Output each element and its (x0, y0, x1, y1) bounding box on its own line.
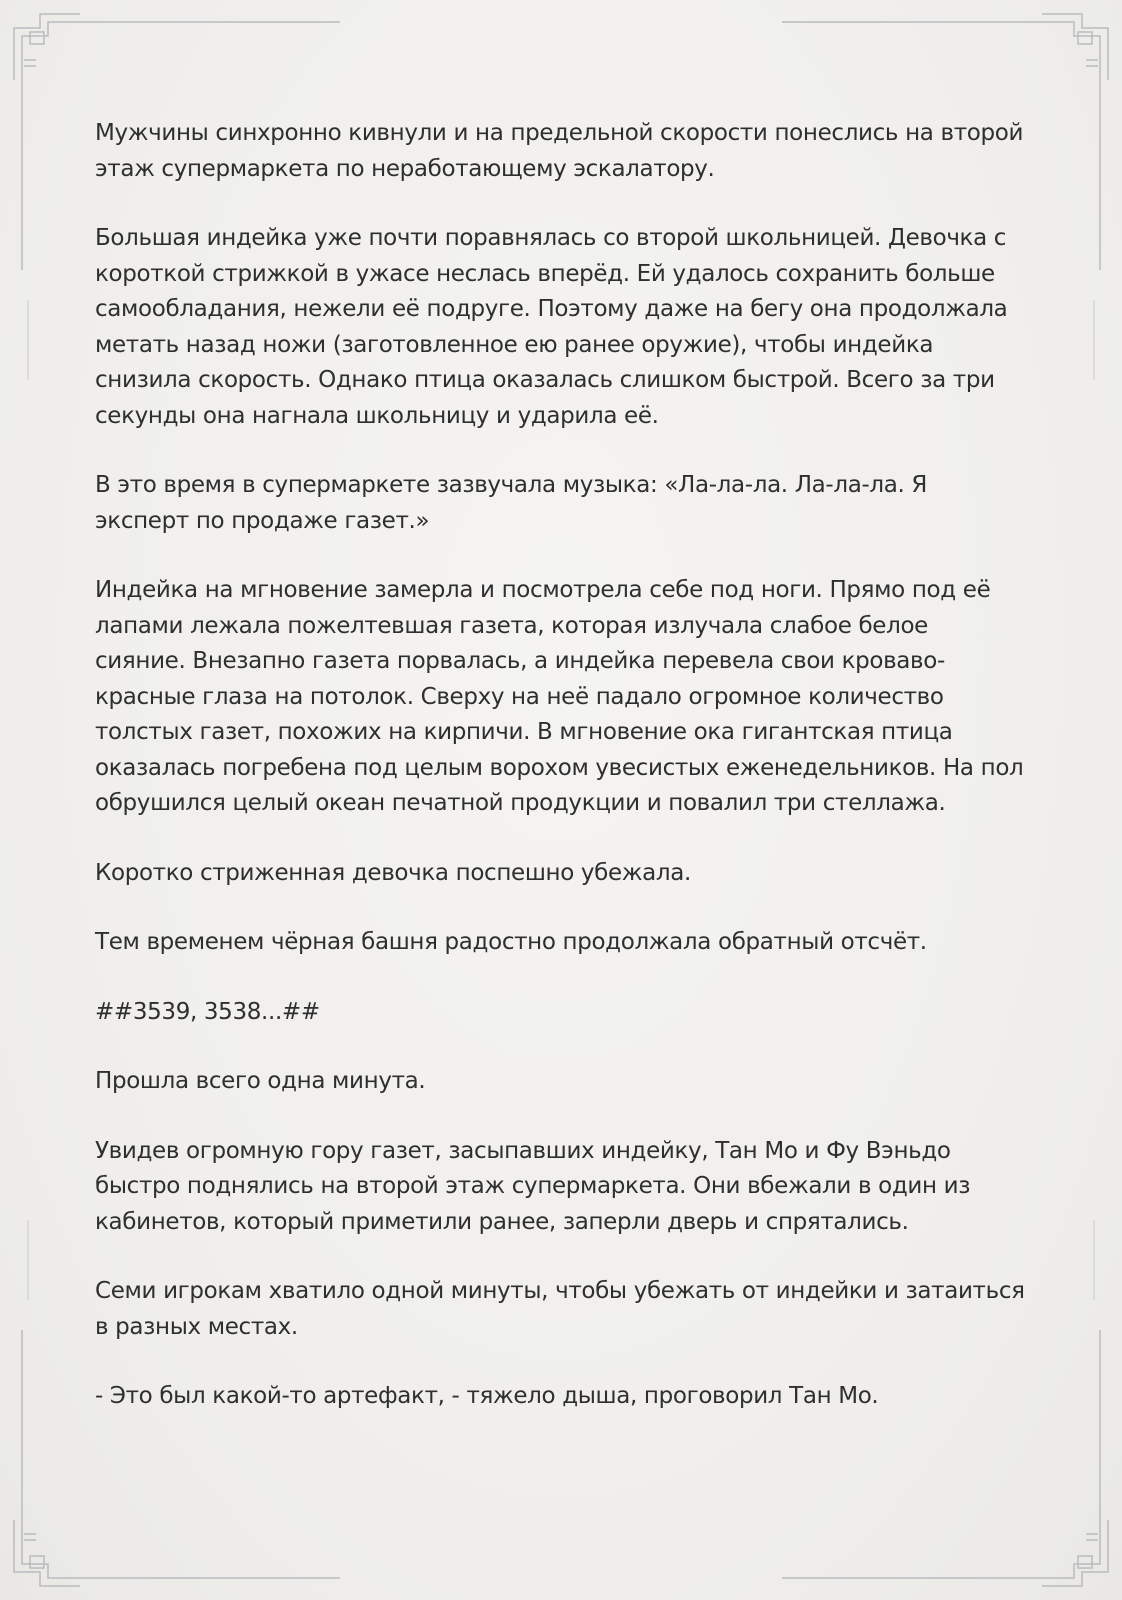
paragraph: В это время в супермаркете зазвучала музыка: «Ла-ла-ла. Ла-ла-ла. Я эксперт по продаже газет.» (95, 472, 928, 534)
dialogue-line: - Это был какой-то артефакт, - тяжело дыша, проговорил Тан Мо. (95, 1383, 879, 1409)
paragraph: Увидев огромную гору газет, засыпавших индейку, Тан Мо и Фу Вэньдо быстро поднялись на второй этаж супермаркета. Они вбежали в один из кабинетов, который приметили ранее, заперли дверь и спрятались. (95, 1137, 971, 1235)
paragraph: Семи игрокам хватило одной минуты, чтобы убежать от индейки и затаиться в разных местах. (95, 1278, 1025, 1340)
story-text (95, 116, 1025, 1449)
paragraph: Тем временем чёрная башня радостно продолжала обратный отсчёт. (95, 929, 927, 955)
paragraph: Коротко стриженная девочка поспешно убежала. (95, 859, 691, 886)
paragraph: Прошла всего одна минута. (95, 1068, 426, 1094)
paragraph: Мужчины синхронно кивнули и на предельной скорости понеслись на второй этаж супермаркета по неработающему эскалатору. (95, 120, 1024, 182)
countdown-line: ##3539, 3538...## (95, 998, 320, 1025)
paragraph: Большая индейка уже почти поравнялась со второй школьницей. Девочка с короткой стрижкой в ужасе неслась вперёд. Ей удалось сохранить больше самообладания, нежели её подруге. Поэтому даже на бегу она продолжала метать назад ножи (заготовленное ею ранее оружие), чтобы индейка снизила скорость. Однако птица оказалась слишком быстрой. Всего за три секунды она нагнала школьницу и ударила её. (95, 225, 1008, 429)
paragraph: Индейка на мгновение замерла и посмотрела себе под ноги. Прямо под её лапами лежала пожелтевшая газета, которая излучала слабое белое сияние. Внезапно газета порвалась, а индейка перевела свои кроваво-красные глаза на потолок. Сверху на неё падало огромное количество толстых газет, похожих на кирпичи. В мгновение ока гигантская птица оказалась погребена под целым ворохом увесистых еженедельников. На пол обрушился целый океан печатной продукции и повалил три стеллажа. (95, 577, 1024, 816)
